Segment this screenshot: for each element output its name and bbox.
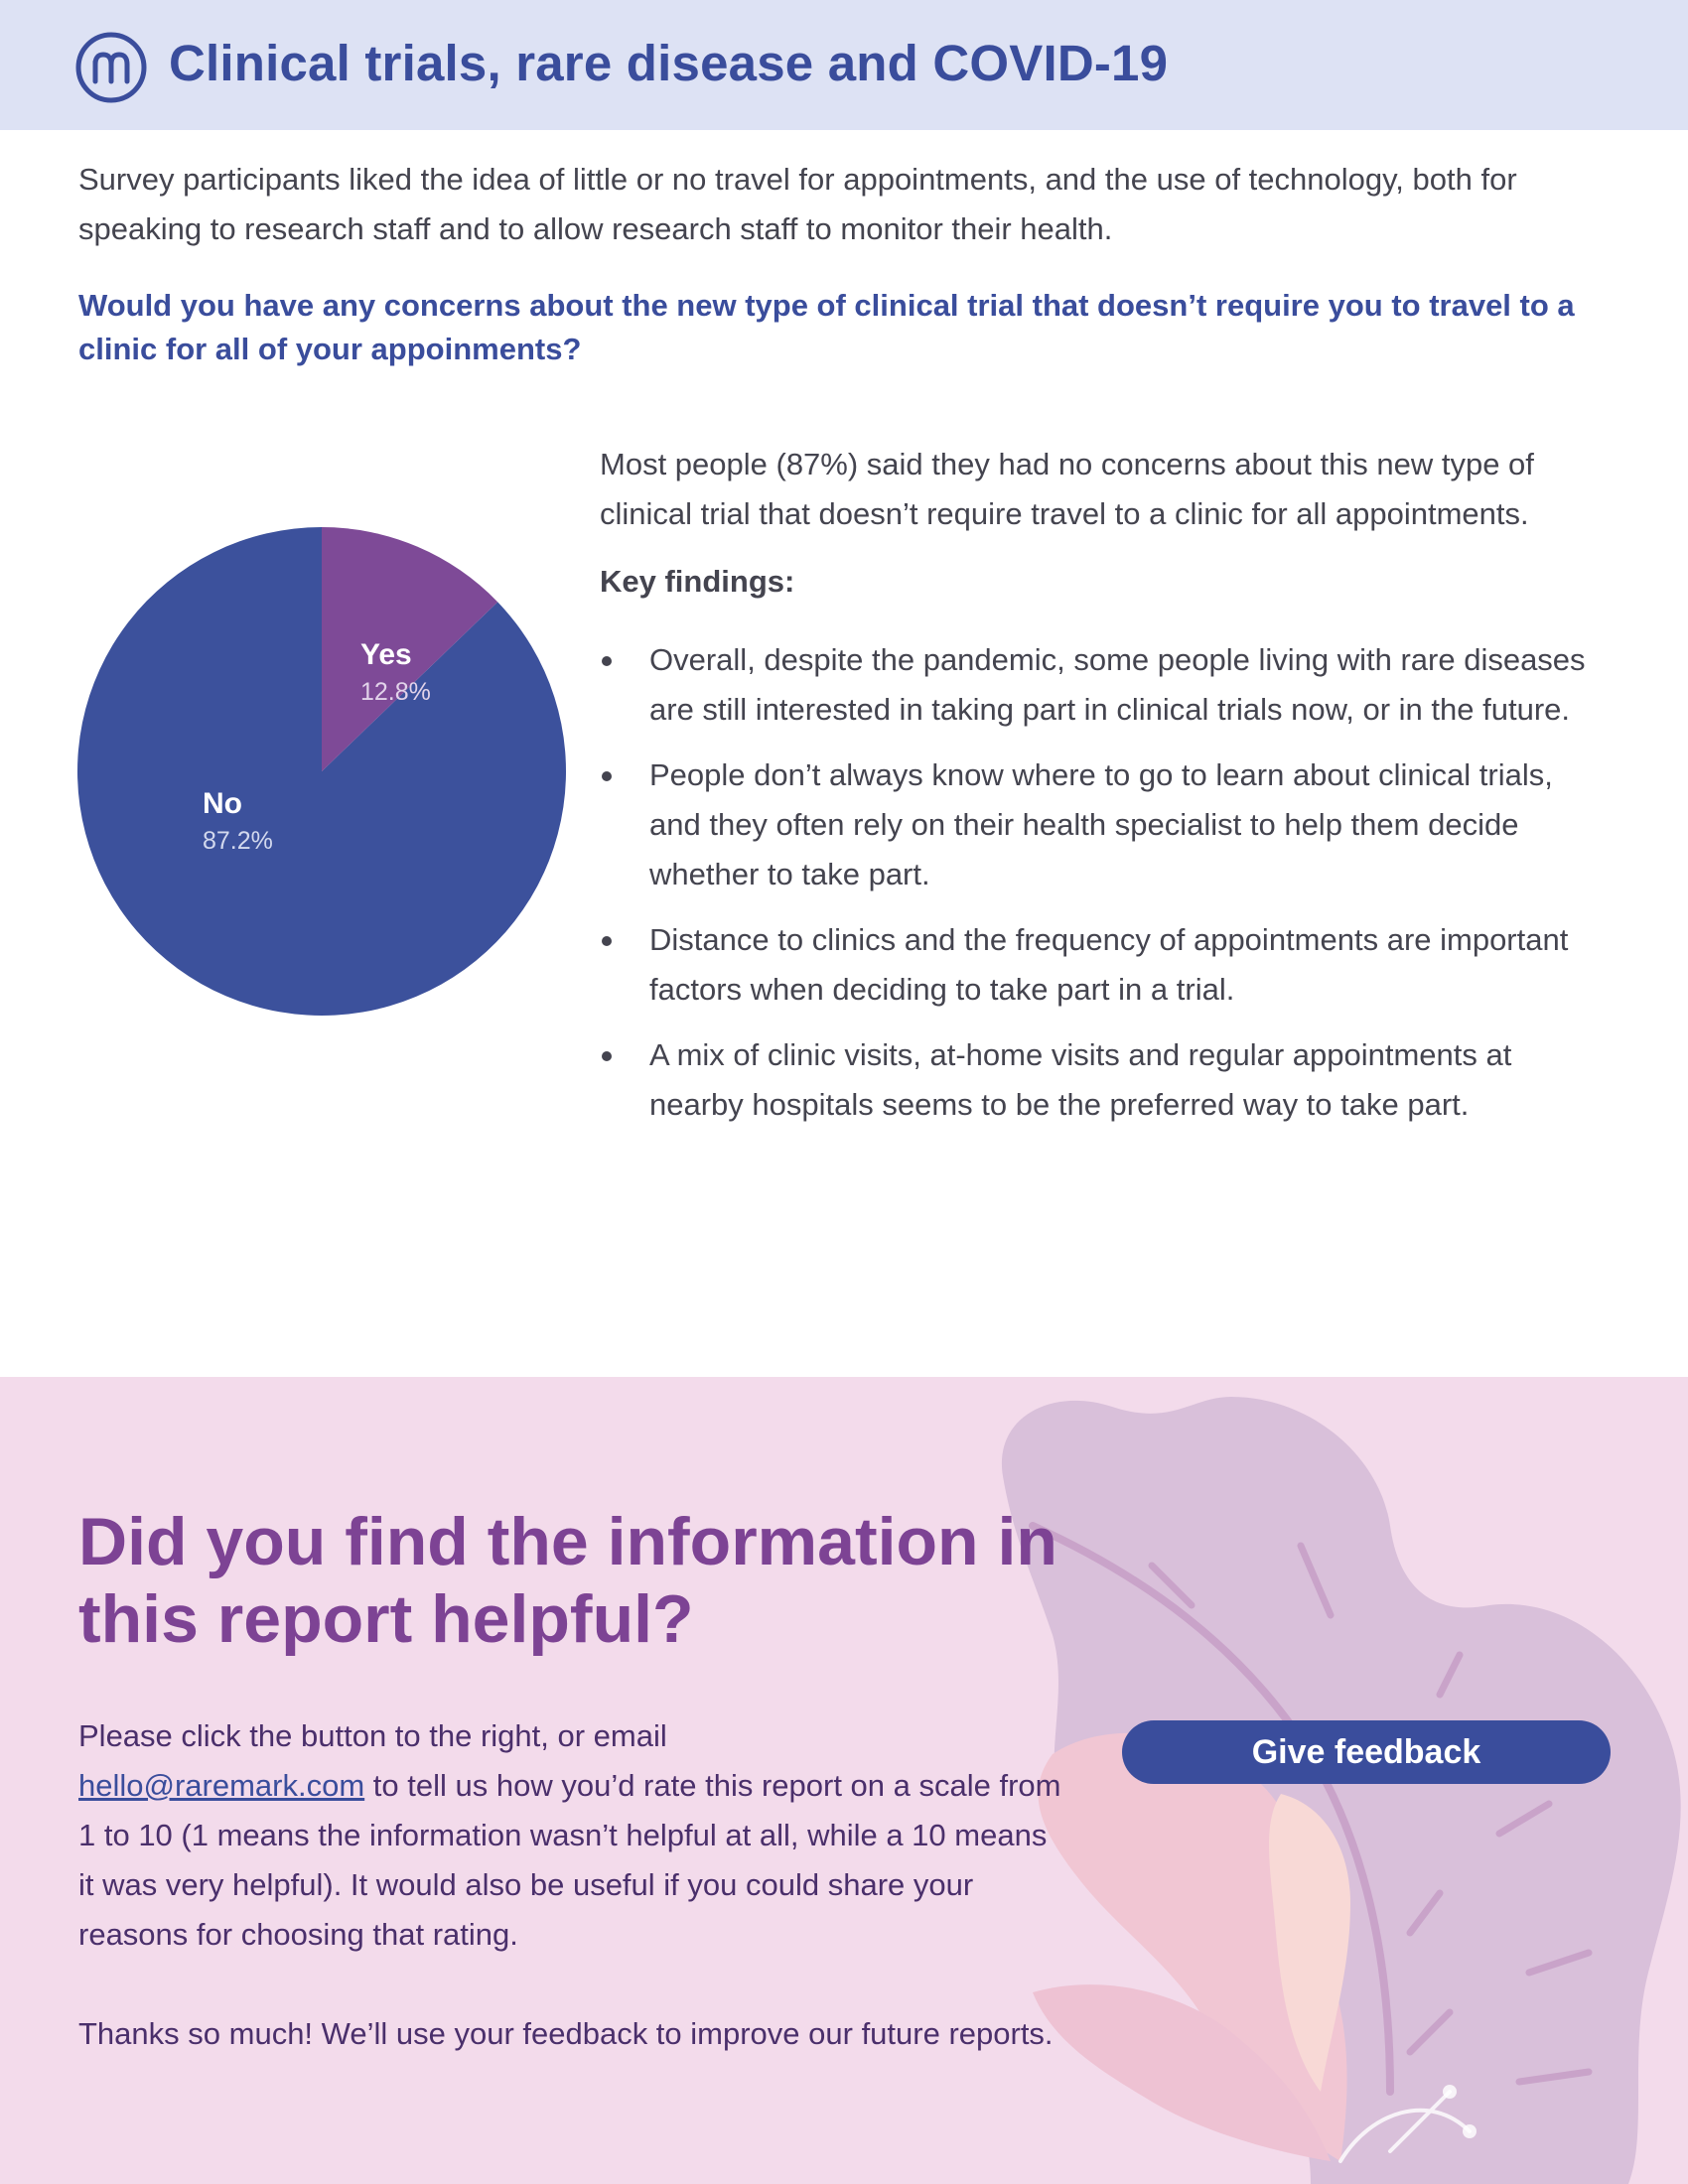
header-bar — [0, 0, 1688, 130]
list-item — [600, 915, 1613, 1015]
pie-label-no: No — [203, 787, 242, 820]
finding-text: People don’t always know where to go to learn about clinical trials, and they often rely on their health specialist to help them decide whether to take part. — [649, 757, 1553, 891]
feedback-heading-line: Did you find the information in — [78, 1504, 1057, 1579]
feedback-paragraph — [78, 1711, 1061, 1960]
feedback-heading — [78, 1503, 1071, 1658]
list-item — [600, 635, 1613, 735]
finding-text: A mix of clinic visits, at-home visits and regular appointments at nearby hospitals seems to be the preferred way to take part. — [649, 1037, 1512, 1122]
feedback-section — [0, 1377, 1688, 2184]
pie-label-yes: Yes — [360, 638, 412, 671]
feedback-heading-line: this report helpful? — [78, 1581, 694, 1657]
bullet-icon — [602, 771, 612, 781]
email-link[interactable]: hello@raremark.com — [78, 1768, 365, 1803]
feedback-text-before: Please click the button to the right, or email — [78, 1718, 667, 1753]
survey-question: Would you have any concerns about the new type of clinical trial that doesn’t require you to travel to a clinic for all of your appoinments? — [78, 288, 1575, 366]
give-feedback-button[interactable]: Give feedback — [1122, 1720, 1611, 1784]
intro-paragraph: Survey participants liked the idea of little or no travel for appointments, and the use of technology, both for speaking to research staff and to allow research staff to monitor their health. — [78, 162, 1517, 246]
pie-value-no: 87.2% — [203, 827, 273, 855]
raremark-logo-icon — [75, 32, 147, 103]
pie-value-yes: 12.8% — [360, 678, 431, 706]
finding-text: Overall, despite the pandemic, some people living with rare diseases are still interested in taking part in clinical trials now, or in the future. — [649, 642, 1586, 727]
bullet-icon — [602, 1051, 612, 1061]
key-findings-list — [600, 635, 1613, 1146]
finding-text: Distance to clinics and the frequency of appointments are important factors when deciding to take part in a trial. — [649, 922, 1569, 1007]
summary-paragraph: Most people (87%) said they had no concerns about this new type of clinical trial that doesn’t require travel to a clinic for all appointments. — [600, 447, 1534, 531]
feedback-text-after: to tell us how you’d rate this report on a scale from 1 to 10 (1 means the information wasn’t helpful at all, while a 10 means it was very helpful). It would also be useful if you could share your reasons for choosing that rating. — [78, 1768, 1061, 1952]
bullet-icon — [602, 936, 612, 946]
key-findings-heading: Key findings: — [600, 564, 795, 599]
bullet-icon — [602, 656, 612, 666]
list-item — [600, 1030, 1613, 1130]
list-item — [600, 751, 1613, 899]
thanks-paragraph: Thanks so much! We’ll use your feedback to improve our future reports. — [78, 2016, 1054, 2051]
page-title: Clinical trials, rare disease and COVID-19 — [169, 35, 1169, 91]
pie-chart — [75, 525, 568, 1018]
